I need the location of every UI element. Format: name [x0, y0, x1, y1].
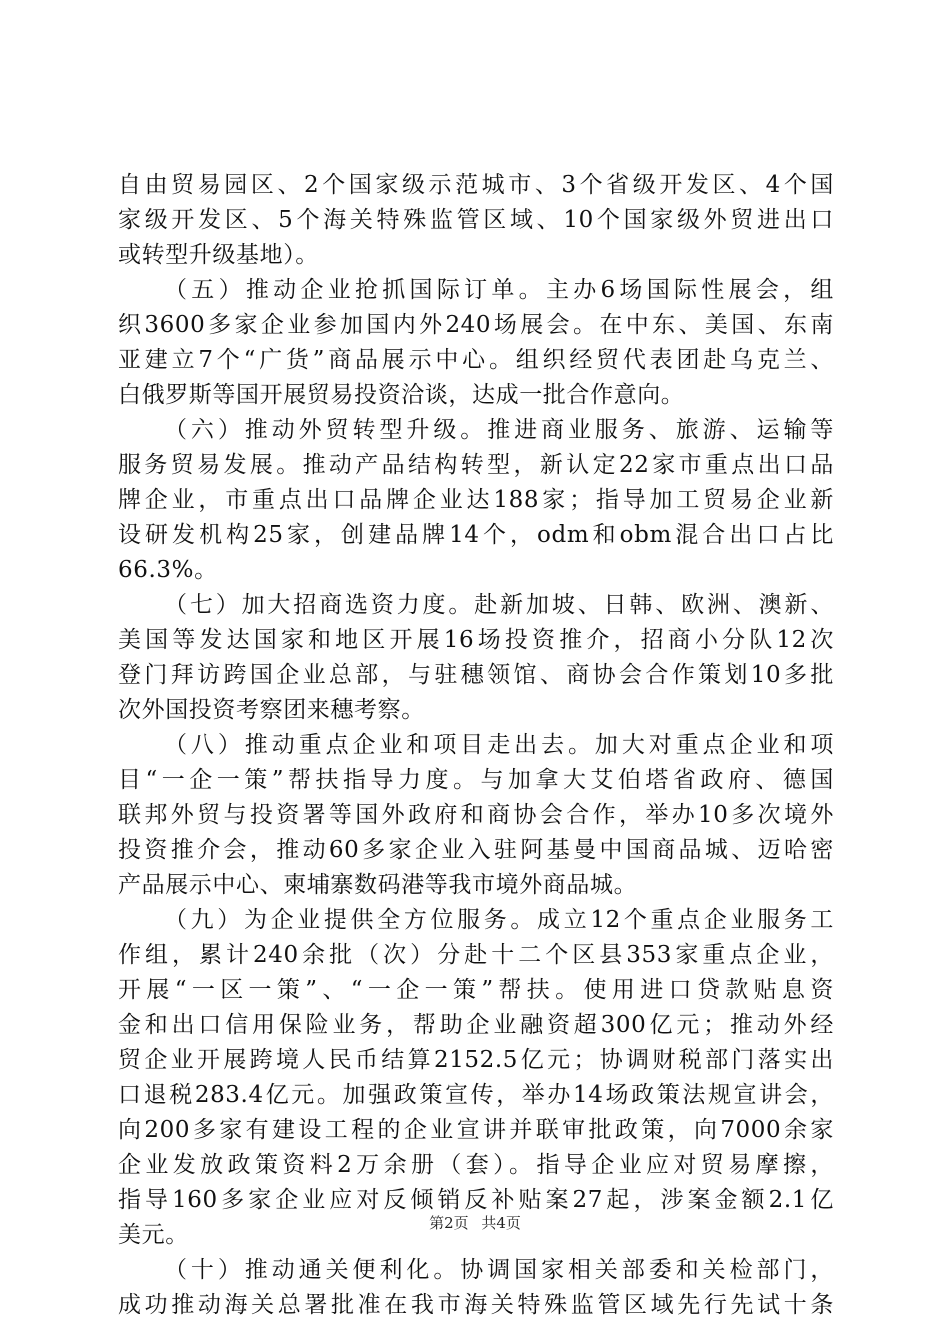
paragraph-8-start: （八）推动重点企业和项目走出去。加大对重点企业和项: [164, 732, 834, 758]
paragraph-9-start: （九）为企业提供全方位服务。成立12个重点企业服务工: [164, 907, 834, 933]
text-line: 登门拜访跨国企业总部，与驻穗领馆、商协会合作策划10多批: [118, 662, 834, 688]
text-line: 口退税283.4亿元。加强政策宣传，举办14场政策法规宣讲会，: [118, 1082, 834, 1108]
text-line: 企业发放政策资料2万余册（套）。指导企业应对贸易摩擦，: [118, 1152, 834, 1178]
text-line: 指导160多家企业应对反倾销反补贴案27起，涉案金额2.1亿: [118, 1187, 834, 1213]
paragraph-7-start: （七）加大招商选资力度。赴新加坡、日韩、欧洲、澳新、: [164, 592, 834, 618]
text-line: 联邦外贸与投资署等国外政府和商协会合作，举办10多次境外: [118, 802, 834, 828]
text-line: 牌企业，市重点出口品牌企业达188家；指导加工贸易企业新: [118, 487, 834, 513]
text-line: 作组，累计240余批（次）分赴十二个区县353家重点企业，: [118, 942, 834, 968]
text-line: 成功推动海关总署批准在我市海关特殊监管区域先行先试十条: [118, 1292, 834, 1318]
page-number-total: 共4页: [481, 1214, 521, 1232]
text-line: 亚建立7个“广货”商品展示中心。组织经贸代表团赴乌克兰、: [118, 347, 834, 373]
text-line: 次外国投资考察团来穗考察。: [118, 697, 425, 723]
text-line: 贸企业开展跨境人民币结算2152.5亿元；协调财税部门落实出: [118, 1047, 834, 1073]
text-line: 目“一企一策”帮扶指导力度。与加拿大艾伯塔省政府、德国: [118, 767, 834, 793]
text-line: 金和出口信用保险业务，帮助企业融资超300亿元；推动外经: [118, 1012, 834, 1038]
document-body: [118, 168, 834, 1323]
text-line: 织3600多家企业参加国内外240场展会。在中东、美国、东南: [118, 312, 834, 338]
text-line: 投资推介会，推动60多家企业入驻阿基曼中国商品城、迈哈密: [118, 837, 834, 863]
text-line: 自由贸易园区、2个国家级示范城市、3个省级开发区、4个国: [118, 172, 834, 198]
paragraph-6-start: （六）推动外贸转型升级。推进商业服务、旅游、运输等: [164, 417, 834, 443]
text-line: 向200多家有建设工程的企业宣讲并联审批政策，向7000余家: [118, 1117, 834, 1143]
paragraph-10-start: （十）推动通关便利化。协调国家相关部委和关检部门，: [164, 1257, 834, 1283]
paragraph-5-start: （五）推动企业抢抓国际订单。主办6场国际性展会，组: [164, 277, 834, 303]
text-line: 设研发机构25家，创建品牌14个，odm和obm混合出口占比: [118, 522, 834, 548]
text-line: 家级开发区、5个海关特殊监管区域、10个国家级外贸进出口: [118, 207, 834, 233]
text-line: 白俄罗斯等国开展贸易投资洽谈，达成一批合作意向。: [118, 382, 685, 408]
page-number-current: 第2页: [429, 1214, 469, 1232]
text-line: 产品展示中心、柬埔寨数码港等我市境外商品城。: [118, 872, 638, 898]
text-line: 66.3%。: [118, 557, 218, 583]
text-line: 美元。: [118, 1222, 189, 1248]
text-line: 开展“一区一策”、“一企一策”帮扶。使用进口贷款贴息资: [118, 977, 834, 1003]
text-line: 美国等发达国家和地区开展16场投资推介，招商小分队12次: [118, 627, 834, 653]
page-footer: [0, 1213, 950, 1233]
text-line: 或转型升级基地）。: [118, 242, 319, 268]
text-line: 服务贸易发展。推动产品结构转型，新认定22家市重点出口品: [118, 452, 834, 478]
